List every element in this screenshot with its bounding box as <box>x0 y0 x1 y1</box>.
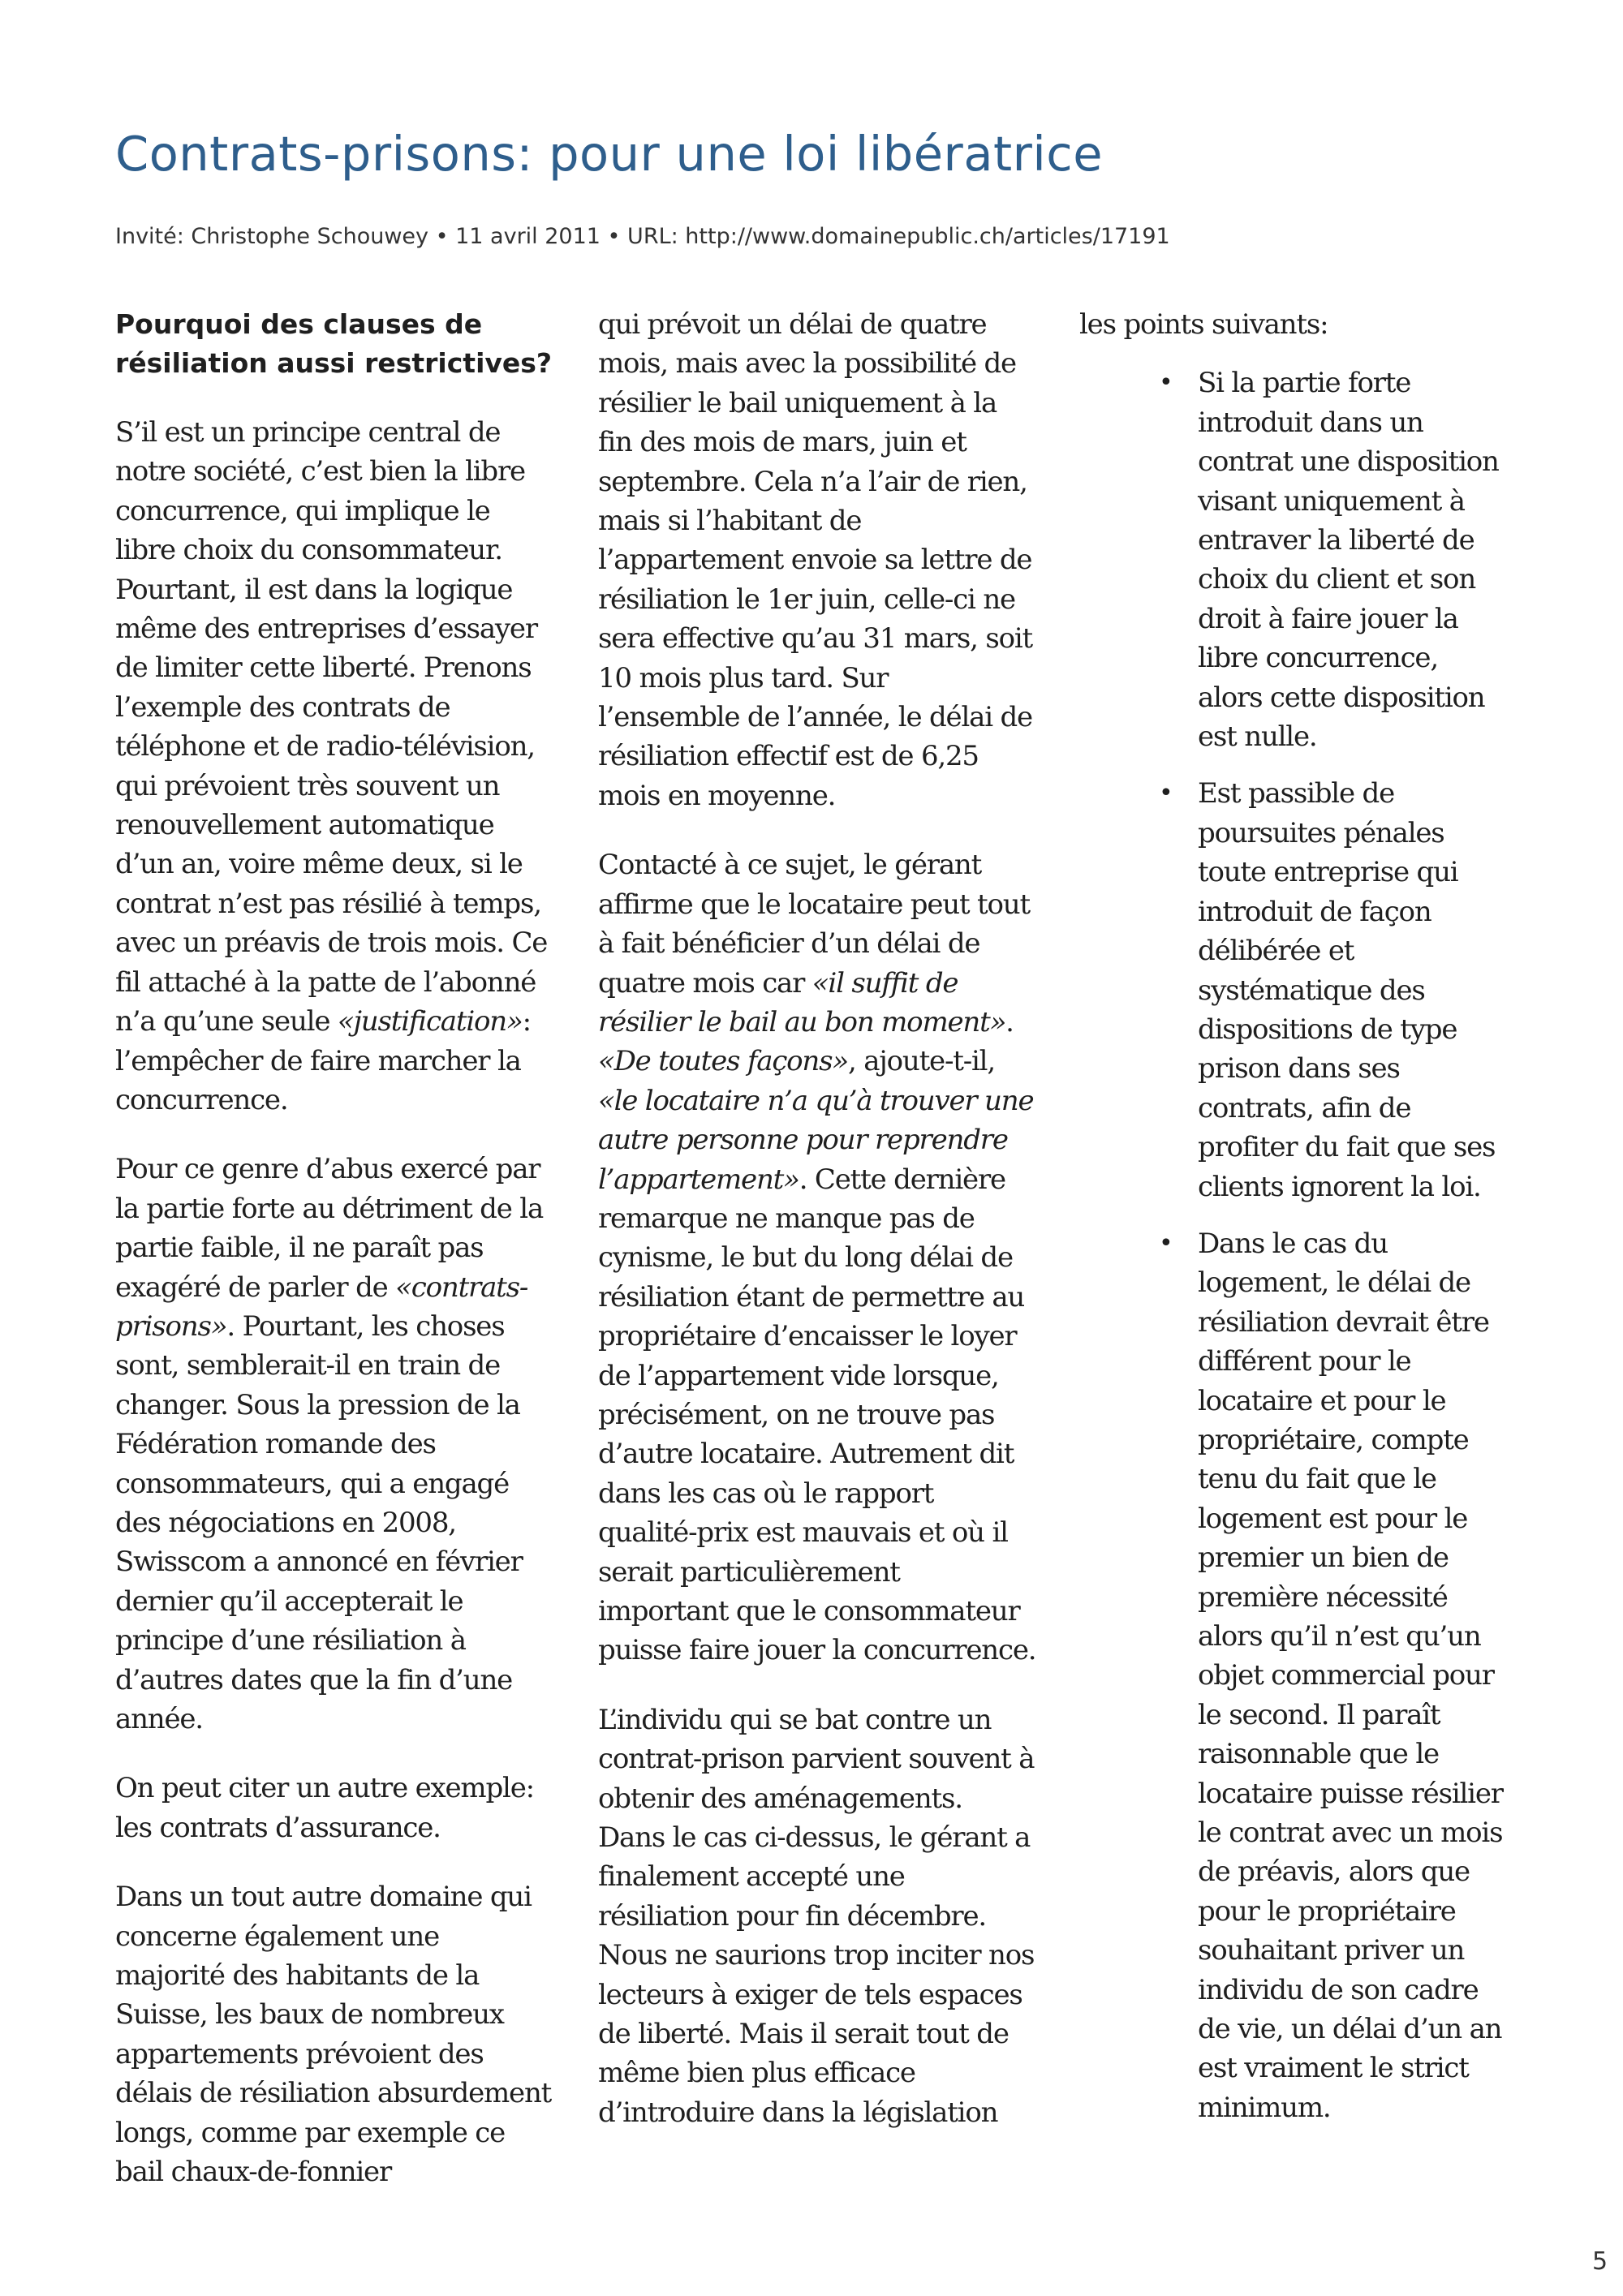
page-number: 5 <box>1592 2247 1608 2276</box>
list-item: • Si la partie forte introduit dans un contrat une disposition visant uniquement à entraver la liberté de choix du client et son droit à faire jouer la libre concurrence, alors cette disposition est nulle. <box>1079 363 1506 756</box>
section-heading: Pourquoi des clauses de résiliation aussi restrictives? <box>115 308 553 379</box>
list-item: • Dans le cas du logement, le délai de résiliation devrait être différent pour le locataire et pour le propriétaire, compte tenu du fait que le logement est pour le premier un bien de première nécessité alors qu’il n’est qu’un objet commercial pour le second. Il paraît raisonnable que le locataire puisse résilier le contrat avec un mois de préavis, alors que pour le propriétaire souhaitant priver un individu de son cadre de vie, un délai d’un an est vraiment le strict minimum. <box>1079 1224 1506 2127</box>
paragraph: Dans un tout autre domaine qui concerne également une majorité des habitants de la Suisse, les baux de nombreux appartements prévoient des délais de résiliation absurdement longs, comme par exemple ce bail chaux-de-fonnier <box>115 1881 552 2189</box>
paragraph: L’individu qui se bat contre un contrat-prison parvient souvent à obtenir des aménagements. Dans le cas ci-dessus, le gérant a finalement accepté une résiliation pour fin décembre. Nous ne saurions trop inciter nos lecteurs à exiger de tels espaces de liberté. Mais il serait tout de même bien plus efficace d’introduire dans la législation <box>598 1703 1035 2129</box>
paragraph: S’il est un principe central de notre société, c’est bien la libre concurrence, qui implique le libre choix du consommateur. Pourtant, il est dans la logique même des entreprises d’essayer de limiter cette liberté. Prenons l’exemple des contrats de téléphone et de radio-télévision, qui prévoient très souvent un renouvellement automatique d’un an, voire même deux, si le contrat n’est pas résilié à temps, avec un préavis de trois mois. Ce fil attaché à la patte de l’abonné n’a qu’une seule «justification»: l’empêcher de faire marcher la concurrence. <box>115 416 548 1116</box>
paragraph: qui prévoit un délai de quatre mois, mais avec la possibilité de résilier le bail uniquement à la fin des mois de mars, juin et septembre. Cela n’a l’air de rien, mais si l’habitant de l’appartement envoie sa lettre de résiliation le 1er juin, celle-ci ne sera effective qu’au 31 mars, soit 10 mois plus tard. Sur l’ensemble de l’année, le délai de résiliation effectif est de 6,25 mois en moyenne. <box>598 308 1033 812</box>
bullet-icon: • <box>1159 368 1173 398</box>
bullet-list <box>1079 363 1518 2127</box>
article-title: Contrats-prisons: pour une loi libératrice <box>115 126 1103 182</box>
paragraph: On peut citer un autre exemple: les contrats d’assurance. <box>115 1772 534 1844</box>
paragraph: Pour ce genre d’abus exercé par la partie forte au détriment de la partie faible, il ne paraît pas exagéré de parler de «contrats-prisons». Pourtant, les choses sont, semblerait-il en train de changer. Sous la pression de la Fédération romande des consommateurs, qui a engagé des négociations en 2008, Swisscom a annoncé en février dernier qu’il accepterait le principe d’une résiliation à d’autres dates que la fin d’une année. <box>115 1153 544 1735</box>
list-item: • Est passible de poursuites pénales toute entreprise qui introduit de façon délibérée et systématique des dispositions de type prison dans ses contrats, afin de profiter du fait que ses clients ignorent la loi. <box>1079 774 1506 1206</box>
column-3 <box>1079 305 1518 2145</box>
paragraph: Contacté à ce sujet, le gérant affirme que le locataire peut tout à fait bénéficier d’un délai de quatre mois car «il suffit de résilier le bail au bon moment». «De toutes façons», ajoute-t-il, «le locataire n’a qu’à trouver une autre personne pour reprendre l’appartement». Cette dernière remarque ne manque pas de cynisme, le but du long délai de résiliation étant de permettre au propriétaire d’encaisser le loyer de l’appartement vide lorsque, précisément, on ne trouve pas d’autre locataire. Autrement dit dans les cas où le rapport qualité-prix est mauvais et où il serait particulièrement important que le consommateur puisse faire jouer la concurrence. <box>598 849 1036 1667</box>
column-1 <box>115 305 553 2221</box>
bullet-icon: • <box>1159 1228 1173 1258</box>
column-2 <box>598 305 1036 2162</box>
paragraph: les points suivants: <box>1079 308 1328 341</box>
article-meta: Invité: Christophe Schouwey • 11 avril 2011 • URL: http://www.domainepublic.ch/articles/17191 <box>115 224 1170 249</box>
bullet-icon: • <box>1159 779 1173 808</box>
